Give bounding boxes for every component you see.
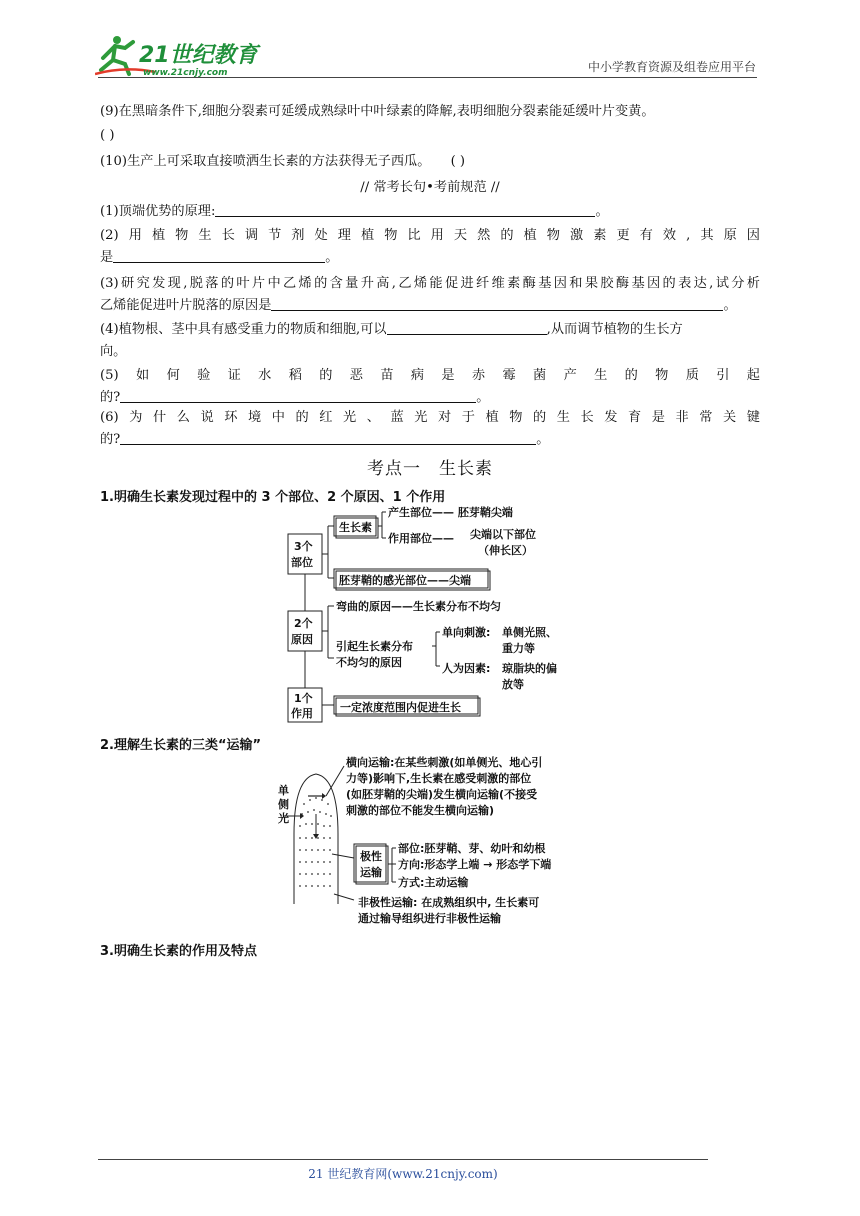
- label-promote-growth: 一定浓度范围内促进生长: [340, 701, 461, 714]
- sentence-2-line2: [100, 248, 760, 268]
- label-nonpolar-1: 非极性运输: 在成熟组织中, 生长素可: [358, 896, 540, 909]
- sentence-5-line1: (5)如何验证水稻的恶苗病是赤霉菌产生的物质引起: [100, 368, 760, 383]
- label-unilateral-light: 单侧光照、: [502, 626, 557, 639]
- label-light-sensing: 胚芽鞘的感光部位——尖端: [339, 574, 471, 587]
- answer-blank[interactable]: [215, 202, 595, 217]
- label-action-site: 作用部位——: [388, 532, 454, 545]
- coleoptile-icon: [284, 774, 338, 904]
- answer-blank[interactable]: [271, 296, 723, 311]
- question-9-paren: ( ): [100, 128, 115, 143]
- logo-url: www.21cnjy.com: [143, 68, 228, 78]
- label-lateral-1: 横向运输:在某些刺激(如单侧光、地心引: [346, 756, 543, 769]
- topic-heading: 考点一 生长素: [367, 459, 493, 479]
- subheading-2: 2.理解生长素的三类“运输”: [100, 738, 262, 753]
- platform-name: 中小学教育资源及组卷应用平台: [587, 60, 756, 74]
- label-polar-2: 运输: [360, 866, 382, 879]
- label-polar-site: 部位:胚芽鞘、芽、幼叶和幼根: [398, 842, 546, 855]
- label-dan: 单: [278, 784, 289, 797]
- label-auxin: 生长素: [339, 521, 372, 534]
- subheading-3: 3.明确生长素的作用及特点: [100, 944, 257, 959]
- sentence-2-end: 。: [325, 250, 339, 265]
- sentence-2-line1: (2)用植物生长调节剂处理植物比用天然的植物激素更有效,其原因: [100, 228, 760, 243]
- auxin-transport-diagram: [276, 754, 592, 930]
- sentence-6-line2: [100, 430, 760, 450]
- label-1-function: 1个: [294, 692, 313, 705]
- sentence-3-text: 乙烯能促进叶片脱落的原因是: [100, 298, 272, 313]
- site-logo: [95, 30, 265, 80]
- sentence-4-line1: [100, 320, 760, 340]
- label-human-factor: 人为因素:: [442, 662, 491, 675]
- label-3-parts-2: 部位: [291, 556, 313, 569]
- sentence-1-text: (1)顶端优势的原理:: [100, 204, 216, 219]
- answer-blank[interactable]: [120, 430, 536, 445]
- sentence-3-line2: [100, 296, 760, 316]
- label-bending-reason: 弯曲的原因——生长素分布不均匀: [336, 600, 501, 613]
- subheading-1: 1.明确生长素发现过程中的 3 个部位、2 个原因、1 个作用: [100, 490, 446, 505]
- label-nonpolar-2: 通过输导组织进行非极性运输: [358, 912, 501, 925]
- question-10: [100, 152, 760, 172]
- label-uneven-cause-2: 不均匀的原因: [336, 656, 402, 669]
- label-lateral-2: 力等)影响下,生长素在感受刺激的部位: [346, 772, 532, 785]
- sentence-5-text: 的?: [100, 390, 121, 405]
- sentence-3-line1: (3)研究发现,脱落的叶片中乙烯的含量升高,乙烯能促进纤维素酶基因和果胶酶基因的表达,试分析: [100, 276, 760, 291]
- answer-blank[interactable]: [387, 320, 547, 335]
- answer-blank[interactable]: [113, 248, 325, 263]
- label-2-reasons: 2个: [294, 617, 313, 630]
- sentence-4-line2: 向。: [100, 344, 127, 359]
- sentence-1-end: 。: [595, 204, 609, 219]
- label-elongation-zone: （伸长区）: [478, 544, 533, 557]
- label-agar: 琼脂块的偏: [502, 662, 557, 675]
- logo-text: 21世纪教育: [139, 43, 258, 68]
- label-unilateral: 单向刺激:: [442, 626, 491, 639]
- label-uneven-cause: 引起生长素分布: [336, 640, 413, 653]
- label-lateral-4: 刺激的部位不能发生横向运输): [346, 804, 495, 817]
- question-9: (9)在黑暗条件下,细胞分裂素可延缓成熟绿叶中叶绿素的降解,表明细胞分裂素能延缓叶片变黄。: [100, 104, 655, 119]
- label-3-parts: 3个: [294, 540, 313, 553]
- sentence-4-text: (4)植物根、茎中具有感受重力的物质和细胞,可以: [100, 322, 387, 337]
- label-below-tip: 尖端以下部位: [470, 528, 536, 541]
- question-10-text: (10)生产上可采取直接喷洒生长素的方法获得无子西瓜。: [100, 154, 431, 169]
- answer-blank[interactable]: [120, 388, 476, 403]
- auxin-discovery-diagram: [280, 500, 600, 726]
- label-guang: 光: [278, 812, 289, 825]
- label-2-reasons-2: 原因: [291, 633, 313, 646]
- sentence-6-end: 。: [536, 432, 550, 447]
- sentence-5-line2: [100, 388, 760, 408]
- sentence-6-text: 的?: [100, 432, 121, 447]
- label-1-function-2: 作用: [291, 707, 313, 720]
- label-production-site: 产生部位—— 胚芽鞘尖端: [388, 506, 513, 519]
- label-gravity: 重力等: [502, 642, 535, 655]
- sentence-3-end: 。: [723, 298, 737, 313]
- label-polar: 极性: [360, 850, 382, 863]
- sentence-6-line1: (6)为什么说环境中的红光、蓝光对于植物的生长发育是非常关键: [100, 410, 760, 425]
- sentence-1: [100, 202, 760, 222]
- sentence-5-end: 。: [476, 390, 490, 405]
- footer-divider: [98, 1159, 708, 1160]
- label-polar-mode: 方式:主动运输: [398, 876, 469, 889]
- section-title: // 常考长句•考前规范 //: [360, 180, 500, 195]
- label-agar-2: 放等: [502, 678, 524, 691]
- footer-text: 21 世纪教育网(www.21cnjy.com): [308, 1167, 498, 1181]
- header-divider: [98, 77, 757, 78]
- question-10-paren: ( ): [450, 154, 466, 169]
- sentence-2-text: 是: [100, 250, 114, 265]
- label-lateral-3: (如胚芽鞘的尖端)发生横向运输(不接受: [346, 788, 538, 801]
- sentence-4-end: ,从而调节植物的生长方: [546, 322, 683, 337]
- label-ce: 侧: [278, 798, 289, 811]
- label-polar-direction: 方向:形态学上端 → 形态学下端: [398, 858, 552, 871]
